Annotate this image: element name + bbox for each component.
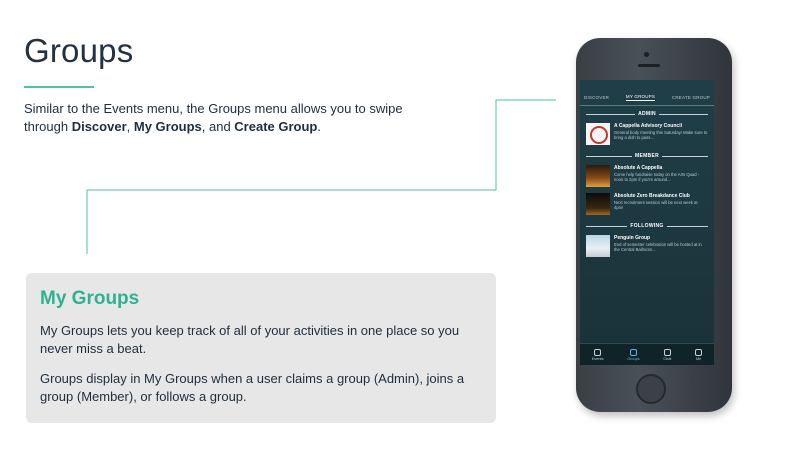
card-paragraph-2: Groups display in My Groups when a user claims a group (Admin), joins a group (Member), or follows a group. xyxy=(40,371,465,404)
intro-discover: Discover xyxy=(71,119,127,134)
nav-events-label: Events xyxy=(591,356,604,361)
intro-suffix: . xyxy=(317,119,321,134)
group-row[interactable] xyxy=(580,120,714,148)
title-underline xyxy=(24,86,94,88)
nav-chat-label: Chat xyxy=(663,356,672,361)
group-name: Absolute A Cappella xyxy=(614,165,663,171)
slide-title: Groups xyxy=(24,32,134,69)
phone-speaker xyxy=(638,64,660,67)
section-member-label: MEMBER xyxy=(634,153,660,159)
section-admin xyxy=(586,111,708,117)
intro-my-groups: My Groups xyxy=(133,119,202,134)
group-name: Penguin Group xyxy=(614,235,651,241)
card-paragraph-1: My Groups lets you keep track of all of your activities in one place so you never miss a beat. xyxy=(40,323,460,356)
tab-discover[interactable]: DISCOVER xyxy=(584,95,610,100)
groups-icon xyxy=(630,349,637,356)
phone-screen xyxy=(580,80,714,365)
card-title: My Groups xyxy=(40,288,140,309)
profile-icon xyxy=(695,349,702,356)
tab-my-groups[interactable]: MY GROUPS xyxy=(625,94,656,99)
nav-me[interactable] xyxy=(695,349,702,361)
group-row[interactable] xyxy=(580,232,714,260)
calendar-icon xyxy=(594,349,601,356)
nav-chat[interactable] xyxy=(663,349,671,361)
home-button[interactable] xyxy=(636,374,666,404)
section-following xyxy=(586,223,708,229)
bottom-nav xyxy=(580,343,714,365)
group-name: Absolute Zero Breakdance Club xyxy=(614,193,690,199)
group-description: General body meeting this Saturday! Make sure to bring a dish to pass... xyxy=(614,130,708,140)
group-thumbnail xyxy=(586,123,610,145)
nav-groups[interactable] xyxy=(627,349,639,361)
intro-text xyxy=(24,100,424,136)
group-thumbnail xyxy=(586,165,610,187)
intro-sep2: , and xyxy=(201,119,235,134)
intro-create-group: Create Group xyxy=(234,119,318,134)
section-member xyxy=(586,153,708,159)
section-following-label: FOLLOWING xyxy=(630,223,664,229)
group-row[interactable] xyxy=(580,162,714,190)
group-description: Next recruitment session will be next week at 4pm! xyxy=(614,200,698,210)
group-row[interactable] xyxy=(580,190,714,218)
intro-sep1: , xyxy=(126,119,134,134)
tab-create-group[interactable]: CREATE GROUP xyxy=(671,95,710,100)
group-name: A Cappella Advisory Council xyxy=(614,123,682,129)
nav-groups-label: Groups xyxy=(627,356,640,361)
section-admin-label: ADMIN xyxy=(638,111,656,117)
intro-prefix: Similar to the Events menu, the Groups menu allows you to swipe through xyxy=(24,101,403,134)
group-description: End of semester celebration will be hosted at in the Central Ballroom... xyxy=(614,242,702,252)
group-thumbnail xyxy=(586,193,610,215)
nav-events[interactable] xyxy=(592,349,604,361)
group-description: Come help fundraise today on the Arts Quad - noon to 2pm if you're around... xyxy=(614,172,700,182)
my-groups-card xyxy=(26,273,496,423)
phone-camera xyxy=(644,52,649,57)
nav-me-label: Me xyxy=(695,356,702,361)
groups-tabs xyxy=(580,90,714,106)
phone-mockup xyxy=(576,38,732,412)
chat-icon xyxy=(664,349,671,356)
group-thumbnail xyxy=(586,235,610,257)
